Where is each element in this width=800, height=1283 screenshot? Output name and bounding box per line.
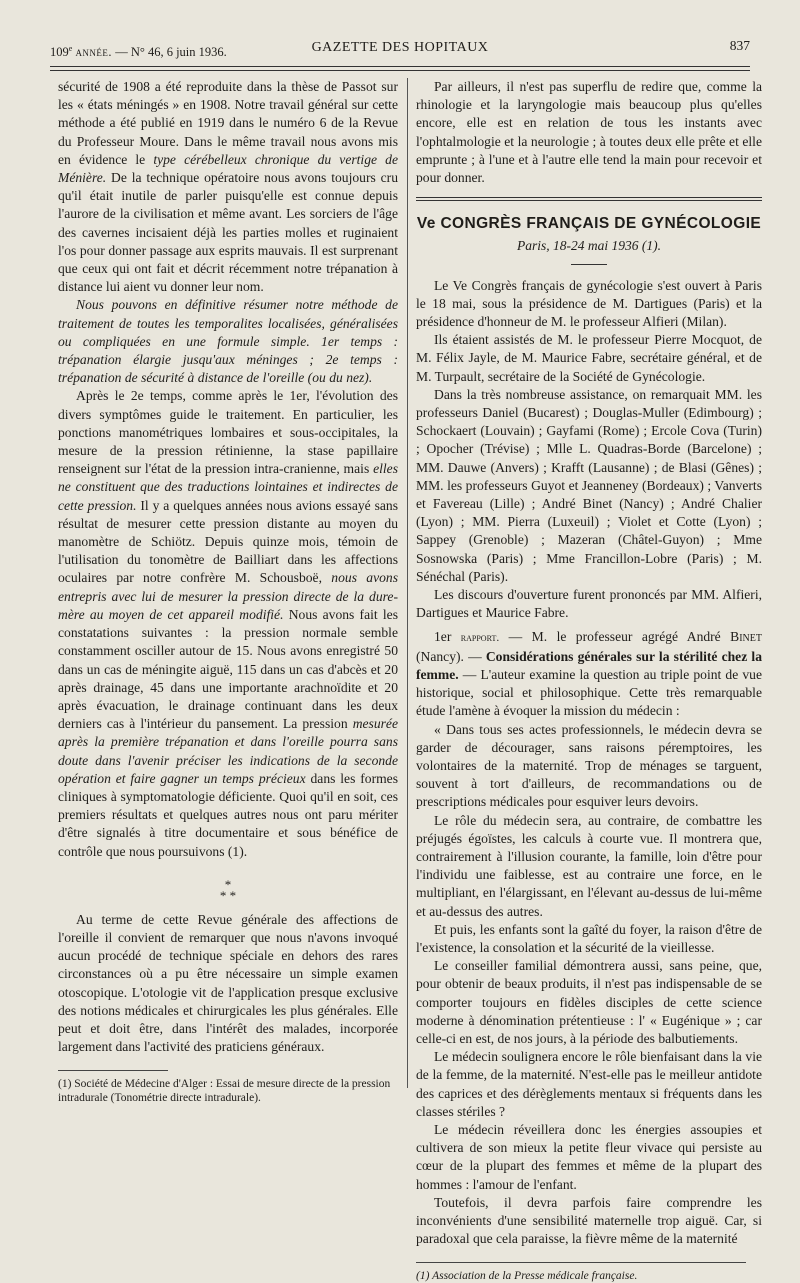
article-title: Ve CONGRÈS FRANÇAIS DE GYNÉCOLOGIE — [416, 215, 762, 233]
paragraph: Le médecin réveillera donc les énergies assoupies et cultivera de son mieux la petite fleur vivace qui persiste au cœur de la plupart des femmes et même de la plupart des hommes : l'amour de l'enfant. — [416, 1121, 762, 1192]
paragraph: Le Ve Congrès français de gynécologie s'est ouvert à Paris le 18 mai, sous la présidence de M. Dartigues (Paris) et la présidence d'honneur de M. le professeur Alfieri (Milan). — [416, 277, 762, 330]
paragraph: sécurité de 1908 a été reproduite dans la thèse de Passot sur les « états méningés » en 1908. Notre travail général sur cette méthode a été publié en 1919 dans le numéro 6 de la Revue du Professeur Moure. Dans le même travail nous avons mis en évidence le type cérébelleux chronique du vertige de Ménière. De la technique opératoire nous avons toujours cru qu'il était inutile de parler puisqu'elle est connue depuis l'aurore de la civilisation et même avant. Les sorciers de l'âge des cavernes incisaient déjà les parties molles et ruginaient l'os pour donner passage aux esprits mauvais. Il est surprenant que ceux qui ont fait et décrit récemment notre trépanation à distance lui aient vu donner leur nom. — [58, 79, 398, 295]
page-header — [50, 38, 750, 64]
issue-info: 109e année. — N° 46, 6 juin 1936. — [50, 44, 227, 60]
paragraph: Le conseiller familial démontrera aussi, sans peine, que, pour obtenir de beaux produits, il n'est pas indispensable de se comporter toujours en fidèles disciples de cette science moderne à dénomination prétentieuse : l' « Eugénique » ; car celle-ci en est, de nos jours, à la période des balbutiements. — [416, 958, 762, 1046]
paragraph: « Dans tous ses actes professionnels, le médecin devra se garder de décourager, sans raisons péremptoires, les volontaires de la maternité. Trop de ménages se targuent, souvent à tort d'ailleurs, de recommandations ou de prescriptions médicales pour esquiver leurs devoirs. — [416, 721, 762, 810]
footnote: (1) Société de Médecine d'Alger : Essai de mesure directe de la pression intradurale (Tonométrie directe intradurale). — [58, 1078, 391, 1105]
right-column — [416, 78, 762, 1283]
article-subtitle: Paris, 18-24 mai 1936 (1). — [517, 238, 661, 254]
header-rule-secondary — [50, 70, 750, 71]
section-rule — [416, 197, 762, 201]
footnote: (1) Association de la Presse médicale française. — [416, 1270, 638, 1283]
left-column — [58, 78, 398, 1105]
paragraph: Ils étaient assistés de M. le professeur Pierre Mocquot, de M. Félix Jayle, de M. Maurice Fabre, secrétaire général, et de M. Turpault, secrétaire de la Société de Gynécologie. — [416, 332, 762, 384]
footnote-rule — [416, 1262, 746, 1263]
paragraph: Dans la très nombreuse assistance, on remarquait MM. les professeurs Daniel (Bucarest) ; Douglas-Muller (Edimbourg) ; Schockaert (Louvain) ; Gayfami (Rome) ; Ercole Cova (Turin) ; Opocher (Trévise) ; Mlle L. Quadras-Borde (Barcelone) ; MM. Dauwe (Anvers) ; Krafft (Lausanne) ; de Blasi (Gênes) ; MM. les professeurs Guyot et Jeanneney (Bordeaux) ; Vanverts et Favereau (Lille) ; André Binet (Nancy) ; André Chalier (Lyon) ; MM. Pierra (Luxeuil) ; Violet et Cotte (Lyon) ; Sappey (Grenoble) ; Mazeran (Châtel-Guyon) ; Mme Sosnowska (Paris) ; Mme Francillon-Lobre (Paris) ; M. Sénéchal (Paris). — [416, 386, 762, 584]
paragraph: Le rôle du médecin sera, au contraire, de combattre les préjugés égoïstes, les calculs à courte vue. Il montrera que, contrairement à l'illusion courante, la famille, loin d'être pour l'individu une faiblesse, est au contraire une force, en le multipliant, en l'élargissant, en l'élevant au-dessus de lui-même et au-dessus des autres. — [416, 812, 762, 919]
paragraph: Le médecin soulignera encore le rôle bienfaisant dans la vie de la femme, de la maternité. N'est-elle pas le meilleur antidote des caprices et des dérèglements mentaux si fréquents dans les classes stériles ? — [416, 1049, 762, 1119]
page-number: 837 — [729, 38, 750, 53]
paragraph: Par ailleurs, il n'est pas superflu de redire que, comme la rhinologie et la laryngologie mais beaucoup plus qu'elles encore, elle est en relation de tous les instants avec l'ophtalmologie et la neurologie ; à toutes deux elle prête et elle emprunte ; à l'une et à l'autre elle tend la main pour recevoir et pour donner. — [416, 79, 762, 186]
header-rule — [50, 66, 750, 67]
paragraph: Et puis, les enfants sont la gaîté du foyer, la raison d'être de l'existence, la consolation et la sécurité de la vieillesse. — [416, 921, 762, 955]
paragraph: Les discours d'ouverture furent prononcés par MM. Alfieri, Dartigues et Maurice Fabre. — [416, 587, 762, 621]
paragraph: Au terme de cette Revue générale des affections de l'oreille il convient de remarquer que nous n'avons invoqué aucun procédé de technique spéciale en dehors des rares circonstances où a pu être nécessaire un simple examen otoscopique. L'otologie vit de l'application presque exclusive des notions médicales et chirurgicales les plus générales. Elle peut et doit être, dans l'intérêt des malades, incorporée largement dans l'activité des praticiens généraux. — [58, 911, 398, 1055]
footnote-rule — [58, 1070, 168, 1071]
journal-title: GAZETTE DES HOPITAUX — [311, 40, 489, 55]
column-separator — [407, 78, 408, 1088]
section-asterism: * * * — [219, 876, 237, 903]
paragraph: Nous pouvons en définitive résumer notre méthode de traitement de toutes les temporalites localisées, généralisées ou compliquées en une formule simple. 1er temps : trépanation élargie jusqu'aux méninges ; 2e temps : trépanation de sécurité à distance de l'oreille (ou du nez). — [58, 297, 398, 386]
paragraph: Après le 2e temps, comme après le 1er, l'évolution des divers symptômes guide le traitement. En particulier, les ponctions manométriques lombaires et sous-occipitales, la mesure de la pression rétinienne, la stase papillaire renseignent sur l'état de la pression intra-cranienne, mais elles ne constituent que des traductions lointaines et indirectes de cette pression. Il y a quelques années nous avions essayé sans résultat de mesurer cette pression distante au moyen du manomètre de Schiötz. Depuis quinze mois, témoin de l'utilisation du tonomètre de Bailliart dans les affections oculaires par notre confrère M. Schousboë, nous avons entrepris avec lui de mesurer la pression directe de la dure-mère au moyen de cet appareil modifié. Nous avons fait les constatations suivantes : la pression normale semble constamment osciller autour de 15. Nous avons enregistré 50 dans un cas de méningite aiguë, 115 dans un cas d'abcès et 20 après drainage, 45 dans une importante arachnoïdite et 20 après évacuation, le drainage continuant dans les deux derniers cas à l'intérieur du pansement. La pression mesurée après la première trépanation et dans l'oreille pourra sans doute dans l'avenir préciser les indications de la seconde opération et faire gagner un temps précieux dans les formes cliniques à symptomatologie déficiente. Quoi qu'il en soit, ces premiers résultats et quelques autres nous ont paru mériter d'être signalés à titre documentaire et sous bénéfice de contrôle que nous poursuivons (1). — [58, 388, 399, 859]
paragraph: Toutefois, il devra parfois faire comprendre les inconvénients d'une sensibilité maternelle trop aiguë. Car, si paradoxal que cela paraisse, la fièvre même de la maternité — [416, 1194, 762, 1247]
title-rule — [571, 264, 607, 265]
report-paragraph: 1er rapport. — M. le professeur agrégé André Binet (Nancy). — Considérations générales sur la stérilité chez la femme. — L'auteur examine la question au triple point de vue historique, social et philosophique. Cette très remarquable étude l'amène à évoquer la mission du médecin : — [416, 629, 762, 719]
